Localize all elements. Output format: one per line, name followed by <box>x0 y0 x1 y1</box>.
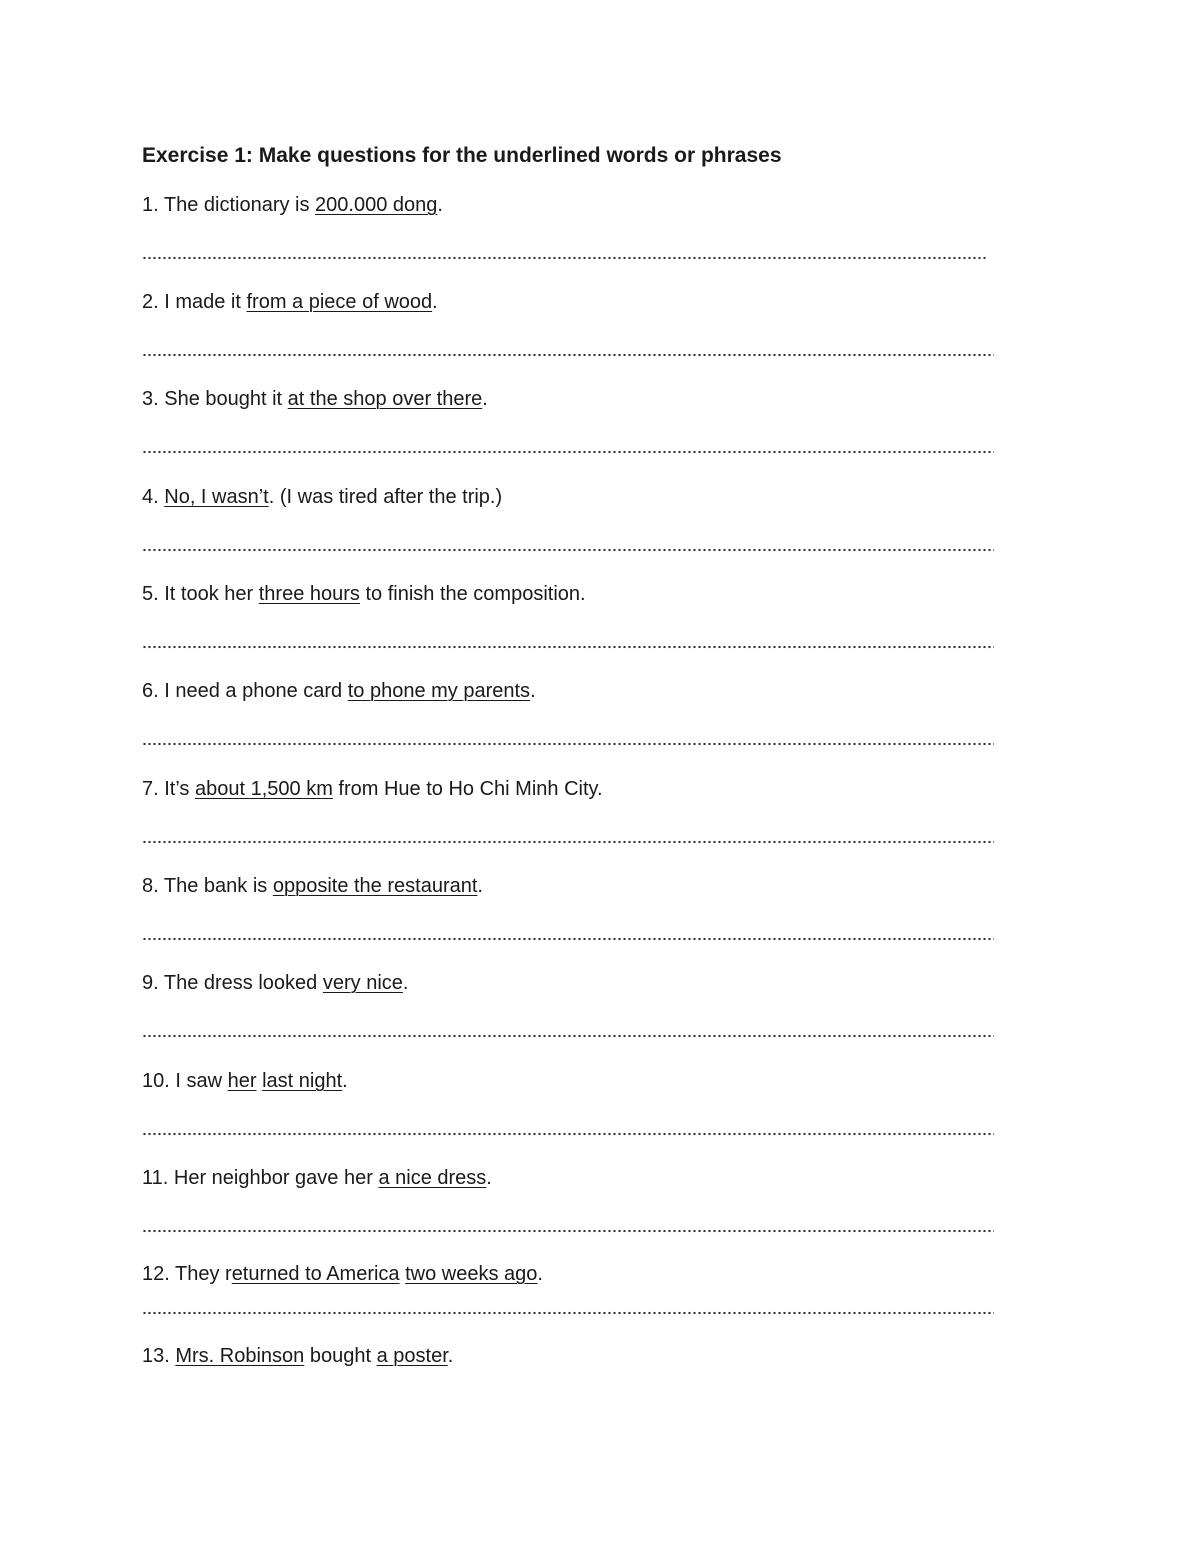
question-10 <box>142 1068 348 1094</box>
question-text: 10. I saw <box>142 1070 228 1092</box>
answer-line-2[interactable] <box>142 353 994 357</box>
answer-line-6[interactable] <box>142 742 994 746</box>
question-text: 3. She bought it <box>142 388 288 410</box>
underlined-phrase: from a piece of wood <box>246 291 433 313</box>
underlined-phrase: eturned to America <box>231 1263 400 1285</box>
underlined-phrase: very nice <box>322 972 403 994</box>
underlined-phrase: 200.000 dong <box>315 194 438 216</box>
question-6 <box>142 678 536 704</box>
answer-line-5[interactable] <box>142 645 994 649</box>
answer-line-10[interactable] <box>142 1132 994 1136</box>
underlined-phrase: No, I wasn’t <box>164 486 269 508</box>
underlined-phrase: a poster <box>376 1345 448 1367</box>
question-text: . <box>482 388 488 410</box>
question-text: 8. The bank is <box>142 875 273 897</box>
answer-line-3[interactable] <box>142 450 994 454</box>
exercise-title: Exercise 1: Make questions for the underlined words or phrases <box>142 144 782 167</box>
underlined-phrase: about 1,500 km <box>195 778 333 800</box>
question-3 <box>142 386 488 412</box>
question-text: 6. I need a phone card <box>142 680 348 702</box>
underlined-phrase: to phone my parents <box>347 680 531 702</box>
question-text: 7. It’s <box>142 778 195 800</box>
answer-line-12[interactable] <box>142 1311 994 1315</box>
question-2 <box>142 289 438 315</box>
question-text: . <box>432 291 438 313</box>
question-text: to finish the composition. <box>359 583 586 605</box>
question-text: 2. I made it <box>142 291 247 313</box>
answer-line-8[interactable] <box>142 937 994 941</box>
question-12 <box>142 1261 543 1287</box>
question-text: 13. <box>142 1345 176 1367</box>
answer-line-7[interactable] <box>142 840 994 844</box>
answer-line-1[interactable] <box>142 256 988 260</box>
question-text: from Hue to Ho Chi Minh City. <box>332 778 603 800</box>
underlined-phrase: a nice dress <box>378 1167 487 1189</box>
question-text: 12. They r <box>142 1263 232 1285</box>
question-13 <box>142 1343 453 1369</box>
underlined-phrase: at the shop over there <box>287 388 483 410</box>
question-text: 9. The dress looked <box>142 972 323 994</box>
underlined-phrase: two weeks ago <box>405 1263 538 1285</box>
question-text: . <box>477 875 483 897</box>
question-1 <box>142 192 443 218</box>
question-text: 11. Her neighbor gave her <box>142 1167 379 1189</box>
question-text: . <box>537 1263 543 1285</box>
question-text: . <box>486 1167 492 1189</box>
underlined-phrase: three hours <box>258 583 360 605</box>
underlined-phrase: Mrs. Robinson <box>175 1345 305 1367</box>
question-text: . <box>530 680 536 702</box>
question-4 <box>142 484 502 510</box>
answer-line-9[interactable] <box>142 1034 994 1038</box>
question-text: . <box>447 1345 454 1367</box>
question-text: . <box>342 1070 348 1092</box>
question-text: 5. It took her <box>142 583 259 605</box>
question-8 <box>142 873 483 899</box>
question-5 <box>142 581 586 607</box>
question-9 <box>142 970 408 996</box>
underlined-phrase: her <box>227 1070 257 1092</box>
question-text: 1. The dictionary is <box>142 194 316 216</box>
question-11 <box>142 1165 492 1191</box>
answer-line-11[interactable] <box>142 1229 994 1233</box>
underlined-phrase: opposite the restaurant <box>272 875 478 897</box>
question-text: 4. <box>142 486 165 508</box>
answer-line-4[interactable] <box>142 548 994 552</box>
question-7 <box>142 776 603 802</box>
underlined-phrase: last night <box>262 1070 343 1092</box>
question-text: . (I was tired after the trip.) <box>268 486 503 508</box>
question-text: . <box>402 972 409 994</box>
question-text: bought <box>304 1345 377 1367</box>
question-text: . <box>437 194 443 216</box>
